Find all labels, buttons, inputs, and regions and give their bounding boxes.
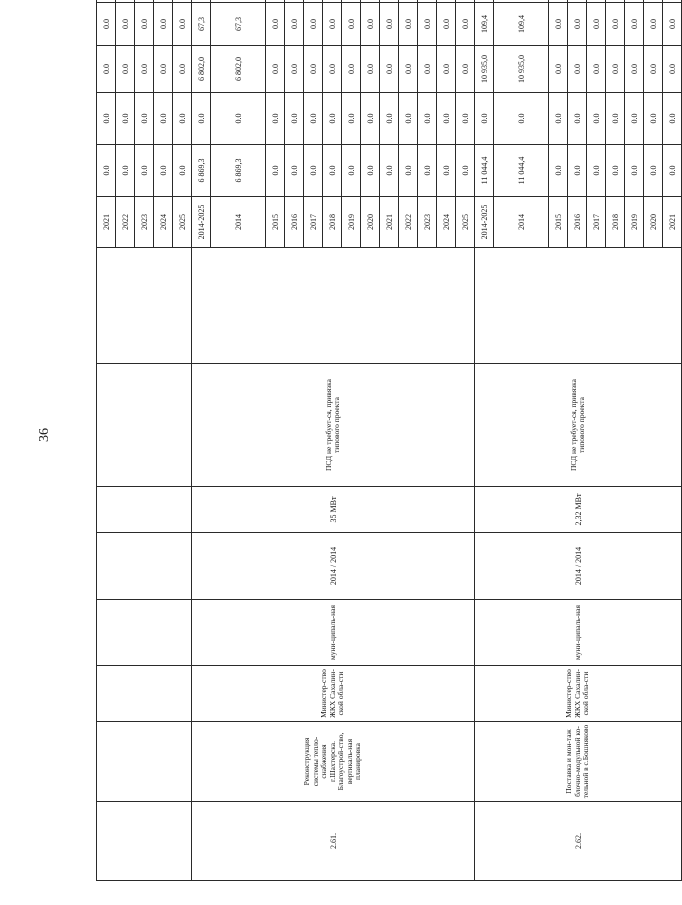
value-cell: 0.0 [361,3,380,46]
value-cell [644,0,663,3]
project-number: 2.61. [192,802,475,881]
value-cell: 0.0 [135,145,154,197]
year-cell: 2021 [663,197,682,248]
continuation-empty-cell [97,487,192,533]
project-ministry: Министер-ство ЖКХ Сахалин-ской обла-сти [192,666,475,722]
value-cell: 0.0 [399,46,418,93]
value-cell [211,0,266,3]
value-cell: 0.0 [285,3,304,46]
project-owner: муни-ципаль-ная [192,600,475,666]
project-period: 2014 / 2014 [192,533,475,600]
value-cell [154,0,173,3]
value-cell: 0.0 [323,46,342,93]
value-cell [437,0,456,3]
year-cell: 2015 [549,197,568,248]
value-cell: 0.0 [266,145,285,197]
table-row [97,0,116,881]
value-cell: 0.0 [97,3,116,46]
value-cell: 0.0 [211,93,266,145]
value-cell: 67,3 [192,3,211,46]
value-cell: 0.0 [116,145,135,197]
year-cell: 2017 [587,197,606,248]
year-cell: 2016 [285,197,304,248]
value-cell: 0.0 [568,46,587,93]
value-cell: 6 869,3 [211,145,266,197]
value-cell: 0.0 [399,3,418,46]
value-cell [494,0,549,3]
value-cell: 0.0 [266,93,285,145]
year-cell: 2017 [304,197,323,248]
value-cell: 0.0 [304,3,323,46]
value-cell: 109,4 [475,3,494,46]
value-cell: 0.0 [494,93,549,145]
value-cell: 0.0 [173,46,192,93]
value-cell: 0.0 [418,3,437,46]
project-ministry: Министер-ство ЖКХ Сахалин-ской обла-сти [475,666,682,722]
value-cell: 0.0 [568,93,587,145]
value-cell [568,0,587,3]
value-cell: 0.0 [342,3,361,46]
value-cell: 0.0 [549,93,568,145]
value-cell: 0.0 [173,3,192,46]
year-cell: 2014 [211,197,266,248]
value-cell: 0.0 [437,46,456,93]
year-cell: 2015 [266,197,285,248]
page-number: 36 [37,428,52,442]
year-cell: 2018 [323,197,342,248]
project-number: 2.62. [475,802,682,881]
value-cell: 0.0 [418,46,437,93]
value-cell [456,0,475,3]
value-cell: 109,4 [494,3,549,46]
value-cell: 0.0 [418,93,437,145]
value-cell: 0.0 [456,93,475,145]
value-cell: 0.0 [606,3,625,46]
rotated-page [96,15,677,881]
year-cell: 2023 [418,197,437,248]
value-cell: 11 044,4 [475,145,494,197]
project-psd: ПСД не требует-ся, привязка типового проекта [192,364,475,487]
value-cell: 10 935,0 [475,46,494,93]
value-cell: 0.0 [644,93,663,145]
value-cell: 0.0 [437,145,456,197]
value-cell: 0.0 [304,46,323,93]
value-cell: 0.0 [587,145,606,197]
value-cell: 0.0 [380,3,399,46]
value-cell: 0.0 [116,3,135,46]
value-cell: 0.0 [456,3,475,46]
value-cell: 0.0 [154,3,173,46]
value-cell: 0.0 [304,145,323,197]
value-cell [587,0,606,3]
value-cell [304,0,323,3]
year-cell: 2024 [154,197,173,248]
value-cell: 0.0 [644,46,663,93]
project-name: Реконструкция системы тепло-снабжения г.Шахтерска. Благоустрой-ство, вертикаль-ная планировка [192,722,475,802]
value-cell [549,0,568,3]
value-cell: 0.0 [549,46,568,93]
program-table [96,0,682,881]
value-cell: 0.0 [135,93,154,145]
value-cell: 0.0 [418,145,437,197]
value-cell: 0.0 [266,3,285,46]
value-cell: 0.0 [456,46,475,93]
value-cell: 0.0 [361,93,380,145]
value-cell [342,0,361,3]
value-cell: 0.0 [625,93,644,145]
value-cell: 0.0 [644,3,663,46]
value-cell [625,0,644,3]
value-cell: 0.0 [285,145,304,197]
value-cell: 0.0 [323,93,342,145]
continuation-empty-cell [97,248,192,364]
year-cell: 2024 [437,197,456,248]
value-cell: 0.0 [285,46,304,93]
value-cell [116,0,135,3]
year-cell: 2016 [568,197,587,248]
value-cell: 0.0 [437,93,456,145]
value-cell: 0.0 [266,46,285,93]
value-cell [97,0,116,3]
value-cell: 6 802,0 [211,46,266,93]
value-cell: 0.0 [625,3,644,46]
value-cell: 0.0 [361,46,380,93]
value-cell: 11 044,4 [494,145,549,197]
year-cell: 2014-2025 [192,197,211,248]
value-cell [135,0,154,3]
project-blank [475,248,682,364]
year-cell: 2019 [625,197,644,248]
year-cell: 2020 [644,197,663,248]
value-cell: 0.0 [285,93,304,145]
value-cell: 0.0 [192,93,211,145]
value-cell: 0.0 [399,93,418,145]
table-body [97,0,682,881]
value-cell: 67,3 [211,3,266,46]
value-cell: 0.0 [399,145,418,197]
value-cell: 0.0 [380,93,399,145]
value-cell: 0.0 [587,46,606,93]
value-cell: 0.0 [173,93,192,145]
value-cell [606,0,625,3]
value-cell [323,0,342,3]
value-cell: 0.0 [644,145,663,197]
continuation-empty-cell [97,722,192,802]
continuation-empty-cell [97,600,192,666]
value-cell: 0.0 [97,93,116,145]
value-cell: 0.0 [135,3,154,46]
value-cell [361,0,380,3]
value-cell: 0.0 [587,93,606,145]
value-cell: 0.0 [342,145,361,197]
value-cell: 0.0 [625,145,644,197]
value-cell: 0.0 [568,3,587,46]
value-cell: 0.0 [663,145,682,197]
value-cell: 0.0 [116,93,135,145]
value-cell: 0.0 [380,46,399,93]
project-name: Поставка и мон-таж блочно-модульной ко-тельной в с.Бошняково [475,722,682,802]
value-cell [192,0,211,3]
value-cell: 0.0 [116,46,135,93]
value-cell: 0.0 [606,93,625,145]
value-cell: 0.0 [304,93,323,145]
value-cell [663,0,682,3]
value-cell: 6 869,3 [192,145,211,197]
project-psd: ПСД не требует-ся, привязка типового проекта [475,364,682,487]
value-cell: 0.0 [154,93,173,145]
year-cell: 2019 [342,197,361,248]
table-row-total [192,0,211,881]
value-cell: 0.0 [549,3,568,46]
value-cell: 0.0 [606,145,625,197]
value-cell: 0.0 [625,46,644,93]
value-cell: 0.0 [97,145,116,197]
value-cell: 0.0 [663,3,682,46]
value-cell: 0.0 [323,3,342,46]
value-cell: 0.0 [342,46,361,93]
year-cell: 2020 [361,197,380,248]
value-cell: 0.0 [456,145,475,197]
year-cell: 2022 [116,197,135,248]
year-cell: 2018 [606,197,625,248]
value-cell: 0.0 [323,145,342,197]
continuation-empty-cell [97,802,192,881]
project-power: 2,32 МВт [475,487,682,533]
value-cell [399,0,418,3]
continuation-empty-cell [97,364,192,487]
project-period: 2014 / 2014 [475,533,682,600]
value-cell: 0.0 [154,145,173,197]
value-cell: 0.0 [568,145,587,197]
value-cell: 0.0 [361,145,380,197]
value-cell: 0.0 [663,46,682,93]
value-cell: 0.0 [97,46,116,93]
project-power: 35 МВт [192,487,475,533]
value-cell: 6 802,0 [192,46,211,93]
year-cell: 2021 [380,197,399,248]
value-cell: 0.0 [475,93,494,145]
year-cell: 2025 [456,197,475,248]
project-blank [192,248,475,364]
value-cell [380,0,399,3]
year-cell: 2023 [135,197,154,248]
year-cell: 2022 [399,197,418,248]
value-cell [475,0,494,3]
value-cell [266,0,285,3]
year-cell: 2025 [173,197,192,248]
value-cell: 10 935,0 [494,46,549,93]
value-cell: 0.0 [135,46,154,93]
project-owner: муни-ципаль-ная [475,600,682,666]
value-cell [418,0,437,3]
value-cell: 0.0 [154,46,173,93]
value-cell: 0.0 [342,93,361,145]
value-cell: 0.0 [380,145,399,197]
value-cell [173,0,192,3]
continuation-empty-cell [97,666,192,722]
value-cell [285,0,304,3]
table-row-total [475,0,494,881]
value-cell: 0.0 [549,145,568,197]
continuation-empty-cell [97,533,192,600]
year-cell: 2014-2025 [475,197,494,248]
value-cell: 0.0 [587,3,606,46]
value-cell: 0.0 [663,93,682,145]
year-cell: 2014 [494,197,549,248]
value-cell: 0.0 [437,3,456,46]
value-cell: 0.0 [173,145,192,197]
value-cell: 0.0 [606,46,625,93]
year-cell: 2021 [97,197,116,248]
